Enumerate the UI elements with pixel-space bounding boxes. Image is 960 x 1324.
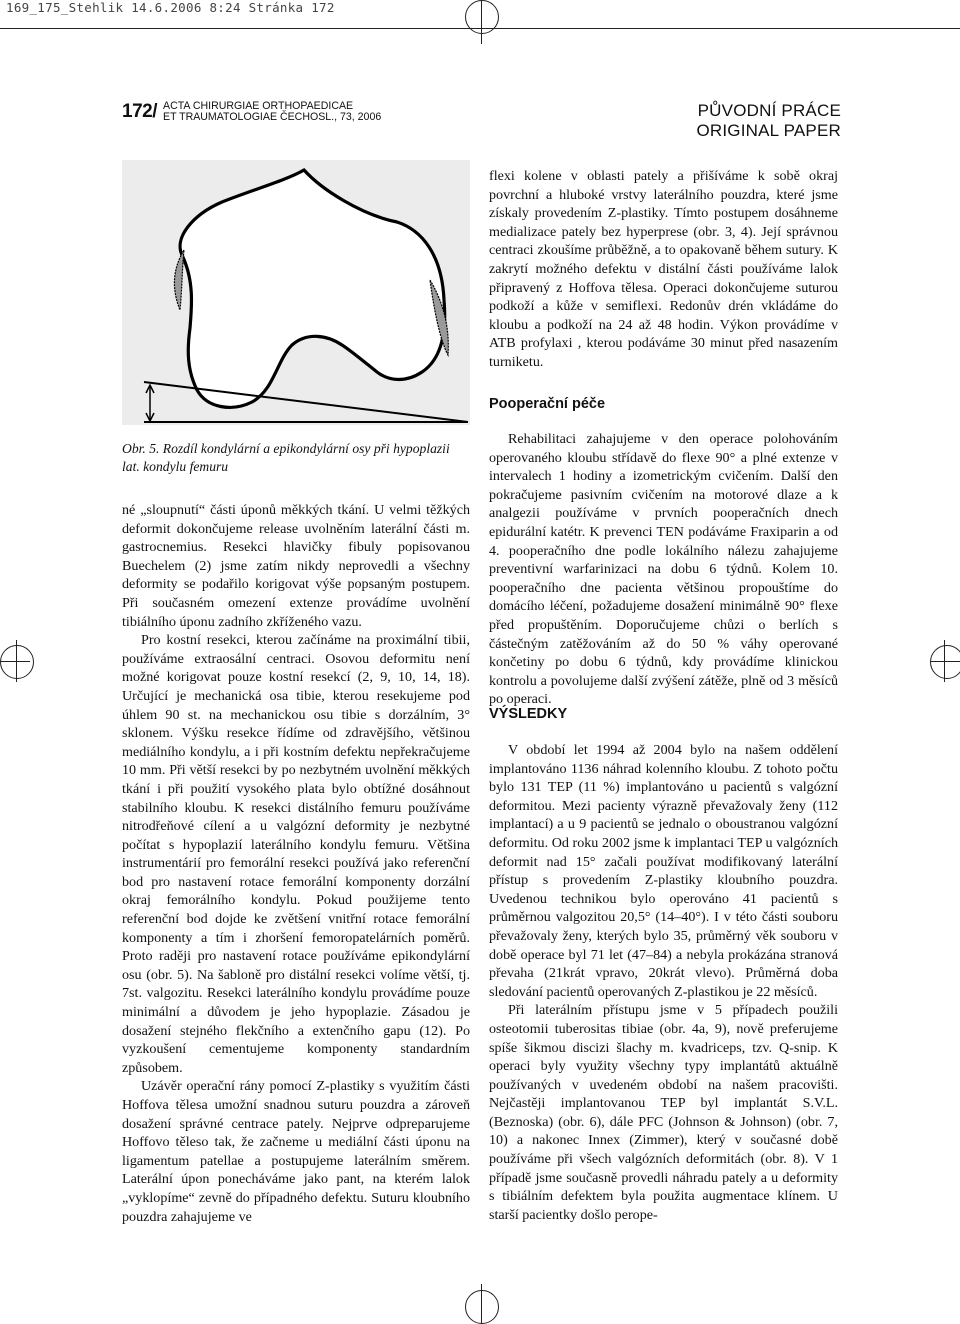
section-label-cz: PŮVODNÍ PRÁCE (697, 101, 841, 120)
left-paragraph-3: Uzávěr operační rány pomocí Z-plastiky s využitím části Hoffova tělesa umožní snadnou suturu pouzdra a zároveň dosažení správné centrace pately. Nejprve odpreparujeme Hoffovo těleso tak, že začneme u mediální části úponu na ligamentum patellae a postupujeme laterálním směrem. Laterální úpon ponecháváme jako pant, na kterém lalok „vyklopíme“ zevně do případného defektu. Suturu kloubního pouzdra zahajujeme ve (122, 1078, 470, 1225)
section-label (696, 101, 841, 140)
right-column-postop (489, 430, 838, 709)
right-column-results (489, 741, 838, 1224)
heading-results: VÝSLEDKY (489, 706, 568, 722)
registration-mark-right (930, 645, 960, 679)
print-slug: 169_175_Stehlik 14.6.2006 8:24 Stránka 172 (6, 0, 335, 15)
registration-mark-left (0, 645, 34, 679)
left-column (122, 501, 470, 1226)
right-paragraph-1: flexi kolene v oblasti pately a přišíváme k sobě okraj povrchní a hluboké vrstvy laterálního pouzdra, které jsme získaly provedením Z-plastiky. Tímto postupem dosáhneme medializace pately bez hyperprese (obr. 3, 4). Její správnou centraci zkoušíme průběžně, a to opakovaně během sutury. K zakrytí možného defektu v distální části používáme lalok připravený z Hoffova tělesa. Operaci dokončujeme suturou podkoží a kůže v semiflexi. Redonův drén vkládáme do kloubu a podkoží na 24 až 48 hodin. Výkon provádíme v ATB profylaxi , kterou podáváme 30 minut před nasazením turniketu. (489, 168, 838, 370)
section-label-en: ORIGINAL PAPER (696, 120, 841, 140)
registration-mark-bottom (465, 1290, 499, 1324)
right-paragraph-3: V období let 1994 až 2004 bylo na našem oddělení implantováno 1136 náhrad kolenního kloubu. Z tohoto počtu bylo 131 TEP (11 %) implantováno u pacientů s valgózní deformitou. Mezi pacienty výrazně převažovaly ženy (112 implantací) a u 9 pacientů se jednalo o oboustranou valgózní deformitu. Od roku 2002 jsme k implantaci TEP u valgózních deformit nad 15° začali používat modifikovaný laterální přístup s provedením Z-plastiky kloubního pouzdra. Uvedenou technikou bylo operováno 41 pacientů s průměrnou valgozitou 20,5° (14–40°). I v této části souboru převažovaly ženy, kterých bylo 35, průměrný věk souboru v době operace byl 71 let (47–84) a nebyla prokázána stranová převaha (21krát vpravo, 20krát vlevo). Průměrná doba sledování pacientů operovaných Z-plastikou je 22 měsíců. (489, 742, 838, 1000)
left-paragraph-1: né „sloupnutí“ části úponů měkkých tkání. U velmi těžkých deformit dokončujeme release uvolněním laterální části m. gastrocnemius. Resekci hlavičky fibuly popisovanou Buechelem (2) jsme zatím nikdy neprovedli a všechny deformity se podařilo korigovat výše popsaným postupem. Při současném omezení extenze provádíme uvolnění tibiálního úponu zadního zkříženého vazu. (122, 502, 470, 630)
right-paragraph-2: Rehabilitaci zahajujeme v den operace polohováním operovaného kloubu střídavě do flexe 90° a plné extenze v intervalech 1 hodiny a izometrickým cvičením. Další den pokračujeme pasivním cvičením na motorové dlaze a k analgezii používáme v prvních pooperačních dnech epidurální katétr. K prevenci TEN podáváme Fraxiparin a od 4. pooperačního dne podle lokálního nálezu zahajujeme preventivní warfarinizaci na dobu 6 týdnů. Kolem 10. pooperačního dne pacienta většinou propouštíme do domácího léčení, požadujeme dosažení minimálně 90° flexe před propuštěním. Doporučujeme chůzi o berlích s částečným zatěžováním až do 50 % váhy operované končetiny po dobu 6 týdnů, kdy provádíme klinickou kontrolu a povolujeme další zvýšení zátěže, plně od 3 měsíců po operaci. (489, 431, 838, 708)
right-paragraph-4: Při laterálním přístupu jsme v 5 případech použili osteotomii tuberositas tibiae (obr. 4a, 9), nově preferujeme spíše šikmou discizi šlachy m. kvadriceps, tzv. Q-snip. K operaci byly využity všechny typy implantátů aktuálně používaných v uvedeném období na našem pracovišti. Nejčastěji implantovanou TEP byl implantát S.V.L. (Beznoska) (obr. 6), dále PFC (Johnson & Johnson) (obr. 7, 10) a nakonec Innex (Zimmer), který v současné době používáme při všech valgózních deformitách (obr. 8). V 1 případě jsme současně provedli náhradu pately a u deformity s tibiálním defektem byla použita augmentace klínem. U starší pacientky došlo perope- (489, 1002, 838, 1223)
left-paragraph-2: Pro kostní resekci, kterou začínáme na proximální tibii, používáme extraosální centraci. Osovou deformitu není možné korigovat pouze kostní resekcí (2, 9, 10, 14, 18). Určující je mechanická osa tibie, kterou resekujeme pod úhlem 90 st. na mechanickou osu tibie s dorzálním, 3° sklonem. Výšku resekce řídíme od zdravějšího, většinou mediálního kondylu, a i při kostním defektu nepřekračujeme 10 mm. Při větší resekci by po nezbytném uvolnění měkkých tkání i při použití vysokého plata bylo obtížné dosáhnout stabilního kloubu. K resekci distálního femuru používáme nitrodřeňové cílení a u valgózní deformity je nezbytné počítat s hypoplazií laterálního kondylu femuru. Většina instrumentárií pro femorální resekci používá jako referenční bod pro nastavení rotace femorální komponenty dorzální okraj femorálního kondylu. Pokud použijeme tento referenční bod dojde ke zvětšení vnitřní rotace femorální komponenty a tím i zhoršení femoropatelárních poměrů. Proto raději pro nastavení rotace používáme epikondylární osu (obr. 5). Na šabloně pro distální resekci volíme větší, tj. 7st. valgozitu. Resekci laterálního kondylu provádíme pouze minimální a důvodem je jeho hypoplazie. Zásadou je dosažení stejného flekčního a extenčního gapu (12). Po vyzkoušení cementujeme komponenty standardním způsobem. (122, 632, 470, 1076)
journal-title-line2: ET TRAUMATOLOGIAE ČECHOSL., 73, 2006 (163, 110, 382, 123)
right-column-top (489, 167, 838, 372)
page-number: 172/ (122, 101, 157, 122)
heading-postoperative-care: Pooperační péče (489, 396, 606, 412)
figure-knee-condyle-drawing (122, 160, 470, 425)
registration-mark-top (465, 0, 499, 34)
figure-caption: Obr. 5. Rozdíl kondylární a epikondylární osy při hypoplazii lat. kondylu femuru (122, 441, 450, 474)
journal-title (163, 101, 381, 123)
journal-title-line1: ACTA CHIRURGIAE ORTHOPAEDICAE (163, 100, 354, 112)
